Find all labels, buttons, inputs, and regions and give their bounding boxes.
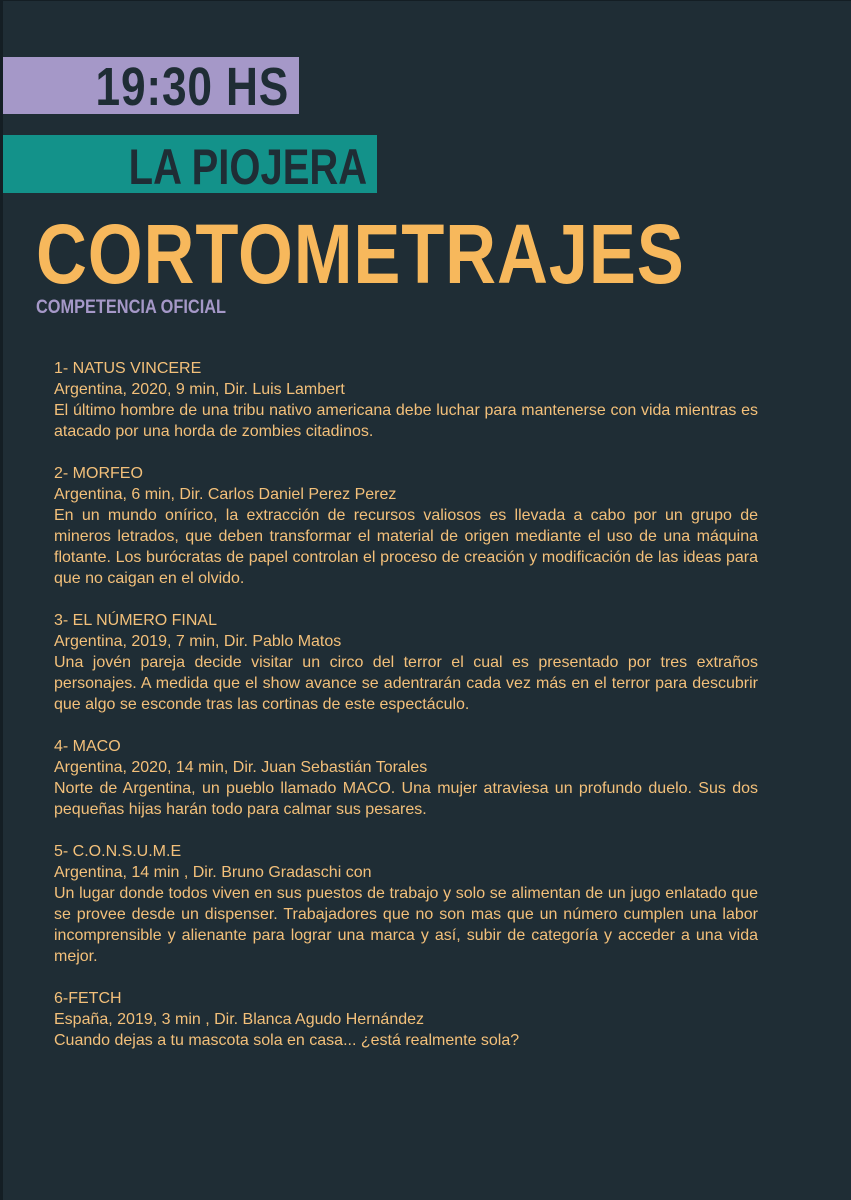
- film-title: 2- MORFEO: [54, 465, 143, 482]
- film-description: Un lugar donde todos viven en sus puestos de trabajo y solo se alimentan de un jugo enlatado que se provee desde un dispenser. Trabajadores que no son mas que un número cumplen una labor incomprensible y alienante para lograr una marca y así, subir de categoría y acceder a una vida mejor.: [54, 885, 758, 965]
- film-meta: Argentina, 2020, 14 min, Dir. Juan Sebastián Torales: [54, 759, 428, 776]
- film-entry: [54, 358, 758, 442]
- page-subtitle: COMPETENCIA OFICIAL: [36, 297, 227, 318]
- film-description: En un mundo onírico, la extracción de recursos valiosos es llevada a cabo por un grupo de mineros letrados, que deben transformar el material de origen mediante el uso de una máquina flotante. Los burócratas de papel controlan el proceso de creación y modificación de las ideas para que no caigan en el olvido.: [54, 507, 758, 587]
- film-entry: [54, 736, 758, 820]
- film-entry: [54, 463, 758, 589]
- film-meta: Argentina, 2019, 7 min, Dir. Pablo Matos: [54, 633, 342, 650]
- film-description: Una jovén pareja decide visitar un circo del terror el cual es presentado por tres extraños personajes. A medida que el show avance se adentrarán cada vez más en el terror para descubrir que algo se esconde tras las cortinas de este espectáculo.: [54, 654, 758, 713]
- film-description: Norte de Argentina, un pueblo llamado MACO. Una mujer atraviesa un profundo duelo. Sus dos pequeñas hijas harán todo para calmar sus pesares.: [54, 780, 758, 818]
- film-entry: [54, 841, 758, 967]
- venue-label: LA PIOJERA: [128, 139, 367, 195]
- film-description: El último hombre de una tribu nativo americana debe luchar para mantenerse con vida mientras es atacado por una horda de zombies citadinos.: [54, 402, 758, 440]
- film-title: 1- NATUS VINCERE: [54, 360, 202, 377]
- film-description: Cuando dejas a tu mascota sola en casa... ¿está realmente sola?: [54, 1032, 520, 1049]
- film-title: 5- C.O.N.S.U.M.E: [54, 843, 182, 860]
- film-meta: Argentina, 14 min , Dir. Bruno Gradaschi con: [54, 864, 372, 881]
- film-entry: [54, 610, 758, 715]
- film-list: [54, 358, 758, 1072]
- film-title: 4- MACO: [54, 738, 121, 755]
- time-label: 19:30 HS: [95, 57, 289, 117]
- film-meta: Argentina, 2020, 9 min, Dir. Luis Lambert: [54, 381, 345, 398]
- film-entry: [54, 988, 758, 1051]
- film-title: 3- EL NÚMERO FINAL: [54, 612, 217, 629]
- time-banner: [3, 57, 299, 117]
- film-title: 6-FETCH: [54, 990, 122, 1007]
- film-meta: España, 2019, 3 min , Dir. Blanca Agudo Hernández: [54, 1011, 425, 1028]
- film-meta: Argentina, 6 min, Dir. Carlos Daniel Perez Perez: [54, 486, 397, 503]
- page-title: CORTOMETRAJES: [36, 207, 685, 301]
- venue-banner: [3, 135, 377, 193]
